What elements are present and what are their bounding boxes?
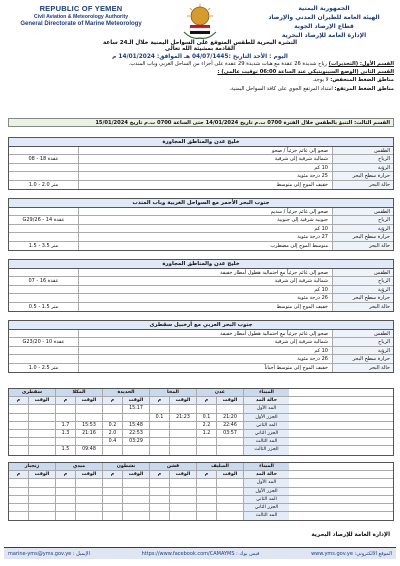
tide-level [150, 504, 170, 511]
tide-time [29, 430, 56, 437]
footer-department: الإدارة العامة للإرصاد البحرية [311, 532, 390, 538]
tide-level [150, 479, 170, 486]
warnings-text: رياح شديدة 26 عقدة مع هبات شديدة 29 عقدة على أجزاء من الساحل الغربي وباب المندب. [128, 61, 327, 67]
region-value: 1.0 - 2.5 متر [9, 364, 79, 372]
region-description: صحو إلى غائم جزئياً مع احتمالية هطول أمطار خفيفة [79, 269, 333, 276]
tide-state-label: الجزر الثاني [244, 504, 289, 511]
region-row-visibility [9, 286, 393, 294]
tide-level [197, 405, 217, 412]
tide-time [76, 504, 103, 511]
tide-level [103, 496, 123, 503]
tide-level [9, 430, 29, 437]
tide-level: 1.5 [56, 446, 76, 454]
tide-time [217, 512, 244, 520]
tide-level [56, 479, 76, 486]
region-label: حالة البحر [333, 242, 393, 250]
tide-state-label: المد الثاني [244, 496, 289, 503]
header-country: REPUBLIC OF YEMEN [39, 4, 123, 13]
region-row-temp [9, 233, 393, 241]
tide-time-header: الوقت [76, 397, 103, 404]
tide-time: 21:16 [76, 430, 103, 437]
tide-time [217, 438, 244, 445]
tide-level [9, 479, 29, 486]
header-authority: Civil Aviation & Meteorology Authority [33, 14, 129, 20]
tide-level: 1.7 [56, 422, 76, 429]
tide-subheader-row [9, 397, 393, 405]
tide-level [56, 488, 76, 495]
tide-time: 21:23 [170, 414, 197, 421]
tide-time-header: الوقت [170, 471, 197, 478]
tide-level [197, 512, 217, 520]
tide-level [103, 479, 123, 486]
tide-time [170, 446, 197, 454]
region-description: 27 درجة مئوية [79, 233, 333, 240]
tide-time [29, 488, 56, 495]
tide-level: 0.1 [150, 414, 170, 421]
tide-time [76, 479, 103, 486]
tide-state-label: المد الثالث [244, 512, 289, 520]
tide-time [76, 414, 103, 421]
tide-level: 0.1 [197, 414, 217, 421]
tide-port-name: زنجبار [9, 463, 56, 470]
tide-state-label: الجزر الثاني [244, 430, 289, 437]
region-value [9, 164, 79, 171]
tide-port-row [9, 389, 393, 397]
tide-port-row [9, 463, 393, 471]
tide-port-header: الميناء [244, 463, 289, 470]
high-pressure-label: مناطق الضغط المرتفع: [334, 85, 394, 92]
tide-level [150, 446, 170, 454]
footer-website[interactable]: الموقع الالكتروني: www.yms.gov.ye [311, 550, 392, 557]
tide-level [150, 430, 170, 437]
tide-level [197, 446, 217, 454]
high-pressure-text: امتداد المرتفع الجوي على كافة السواحل اليمنية. [229, 85, 333, 92]
tide-level: 1.2 [197, 430, 217, 437]
tide-time: 22:46 [217, 422, 244, 429]
tide-time [123, 479, 150, 486]
header-ar-sector: قطاع الإرصاد الجوية [294, 23, 354, 30]
region-label: حرارة سطح البحر [333, 294, 393, 301]
region-value [9, 347, 79, 354]
low-pressure-line [8, 76, 394, 84]
tide-port-name: سقطرى [9, 389, 56, 396]
region-table [8, 198, 394, 251]
tide-time [217, 496, 244, 503]
footer-facebook[interactable] [142, 551, 260, 557]
tide-level [150, 488, 170, 495]
tide-time [76, 512, 103, 520]
tide-row [9, 438, 393, 446]
region-value: 0.5 - 1.5 متر [9, 303, 79, 311]
region-value [9, 355, 79, 362]
tide-time [76, 405, 103, 412]
tide-time-header: الوقت [123, 471, 150, 478]
tide-level [150, 512, 170, 520]
footer-email[interactable] [8, 551, 90, 557]
region-value: 1.5 - 3.5 متر [9, 242, 79, 250]
region-label: الرؤية [333, 164, 393, 171]
tide-row [9, 504, 393, 512]
tide-time [123, 496, 150, 503]
footer-facebook-value[interactable]: https://www.facebook.com/CAMAYMS [141, 550, 235, 557]
tide-level [150, 496, 170, 503]
region-label: الرياح [333, 216, 393, 223]
tide-time [170, 479, 197, 486]
tide-level [150, 438, 170, 445]
region-row-weather [9, 208, 393, 216]
tide-time: 15:53 [76, 422, 103, 429]
tide-level [9, 438, 29, 445]
tide-port-name: قشن [150, 463, 197, 470]
header-ar-directorate: الإدارة العامة للإرصاد البحرية [281, 32, 367, 39]
tide-time [170, 496, 197, 503]
tide-level: 2.2 [197, 422, 217, 429]
footer-facebook-label: فيس بوك : [236, 550, 260, 557]
tide-time: 03:57 [217, 430, 244, 437]
region-table [8, 137, 394, 190]
region-row-weather [9, 147, 393, 155]
tide-time [170, 488, 197, 495]
header-ar-authority: الهيئة العامة للطيران المدني والإرصاد [268, 14, 380, 21]
tide-time [29, 405, 56, 412]
region-label: الرياح [333, 338, 393, 345]
region-label: حرارة سطح البحر [333, 172, 393, 179]
tide-table-2 [8, 462, 394, 521]
region-description: صحو إلى غائم جزئياً / سديم [79, 208, 333, 215]
region-description: خفيف الموج إلى متوسط [79, 303, 333, 311]
yemen-emblem-logo [178, 2, 222, 42]
tide-level [56, 405, 76, 412]
tide-time [29, 512, 56, 520]
tide-time [123, 504, 150, 511]
tide-time [170, 504, 197, 511]
tide-level-header: م [56, 397, 76, 404]
region-description: 25 درجة مئوية [79, 172, 333, 179]
tide-time [170, 512, 197, 520]
tide-time [76, 496, 103, 503]
region-label: الرؤية [333, 225, 393, 232]
region-description: جنوبية شرقية إلى جنوبية [79, 216, 333, 223]
tide-level-header: م [9, 397, 29, 404]
bulletin-title [100, 40, 300, 60]
tide-time [123, 488, 150, 495]
tide-level: 1.3 [56, 430, 76, 437]
tide-level [103, 446, 123, 454]
region-row-visibility [9, 225, 393, 233]
region-row-temp [9, 355, 393, 363]
tide-time-header: الوقت [217, 397, 244, 404]
tide-row [9, 496, 393, 504]
tide-level [197, 496, 217, 503]
tide-level [197, 479, 217, 486]
tide-time [29, 422, 56, 429]
tide-level [197, 488, 217, 495]
region-row-sea [9, 364, 393, 372]
tide-level [9, 405, 29, 412]
region-row-wind [9, 338, 393, 346]
region-table [8, 320, 394, 373]
tide-level-header: م [56, 471, 76, 478]
region-value [9, 172, 79, 179]
title-line: النشرة البحرية للطقس المتوقع على السواحل اليمنية خلال الـ24 ساعة القادمة بمشيئة الله تعالى [102, 40, 298, 52]
region-value [9, 294, 79, 301]
tide-level [197, 504, 217, 511]
tide-level [150, 422, 170, 429]
tide-row [9, 405, 393, 413]
region-row-temp [9, 172, 393, 180]
tide-time [217, 405, 244, 412]
tide-row [9, 479, 393, 487]
region-description: 26 درجة مئوية [79, 294, 333, 301]
region-label: الرؤية [333, 286, 393, 293]
tide-level [9, 414, 29, 421]
tide-state-label: المد الثالث [244, 438, 289, 445]
warnings-line [8, 60, 394, 68]
region-label: حرارة سطح البحر [333, 233, 393, 240]
region-description: 10 كم [79, 164, 333, 171]
region-name: جنوب البحر الأحمر مع السواحل الغربية وباب المندب [9, 199, 393, 208]
tide-time: 21:20 [217, 414, 244, 421]
tide-time [29, 438, 56, 445]
tide-level [9, 422, 29, 429]
tide-row [9, 422, 393, 430]
region-description: شمالية شرقية إلى شرقية [79, 338, 333, 345]
tide-level-header: م [150, 471, 170, 478]
date-line: اليوم : الأحد التاريخ :04/07/1445 هـ الموافق: 14/01/2024 م [112, 54, 288, 60]
region-description: خفيف الموج إلى متوسط أحياناً [79, 364, 333, 372]
region-value: 08 - 18 عقدة [9, 155, 79, 162]
tide-level [103, 405, 123, 412]
tide-state-header: حالة المد [244, 471, 289, 478]
tide-time-header: الوقت [123, 397, 150, 404]
region-label: الرياح [333, 277, 393, 284]
tide-level [103, 488, 123, 495]
region-description: شمالية شرقية إلى شرقية [79, 277, 333, 284]
synoptic-label: القسم الثاني (الوضع السينوبتيكي عند الساعة 06:00 توقيت عالمي) : [217, 69, 394, 76]
tide-level [56, 504, 76, 511]
tide-state-label: الجزر الأول [244, 414, 289, 421]
tide-state-header: حالة المد [244, 397, 289, 404]
header-directorate: General Directorate of Marine Meteorology [20, 21, 142, 27]
region-value: 07 - 16 عقدة [9, 277, 79, 284]
tide-level [103, 414, 123, 421]
low-pressure-label: مناطق الضغط المنخفض: [330, 77, 394, 84]
tide-state-label: الجزر الثالث [244, 446, 289, 454]
region-description: 10 كم [79, 225, 333, 232]
tide-time [29, 504, 56, 511]
region-row-weather [9, 330, 393, 338]
region-row-wind [9, 155, 393, 163]
tide-time: 15:48 [123, 422, 150, 429]
intro-section [8, 60, 394, 93]
region-label: حالة البحر [333, 181, 393, 189]
tide-time-header: الوقت [29, 471, 56, 478]
tide-port-name: المكلا [56, 389, 103, 396]
tide-time: 03:29 [123, 438, 150, 445]
region-description: صحو إلى غائم جزئياً مع احتمالية هطول أمطار خفيفة [79, 330, 333, 337]
tide-time [217, 446, 244, 454]
tide-time [29, 496, 56, 503]
tide-row [9, 446, 393, 454]
low-pressure-text: لا يوجد. [312, 77, 329, 84]
region-value [9, 286, 79, 293]
region-row-wind [9, 277, 393, 285]
tide-time [217, 504, 244, 511]
tide-time [123, 512, 150, 520]
tide-level [56, 414, 76, 421]
region-name: جنوب البحر العربي مع أرخبيل سقطرى [9, 321, 393, 330]
region-value [9, 269, 79, 276]
tide-time-header: الوقت [170, 397, 197, 404]
tide-level [103, 504, 123, 511]
tide-port-name: الصليف [197, 463, 244, 470]
region-label: حرارة سطح البحر [333, 355, 393, 362]
region-description: صحو إلى غائم جزئياً / صحو [79, 147, 333, 154]
tide-level-header: م [197, 471, 217, 478]
tide-state-label: الجزر الأول [244, 488, 289, 495]
tide-port-header: الميناء [244, 389, 289, 396]
region-label: حالة البحر [333, 364, 393, 372]
region-description: 26 درجة مئوية [79, 355, 333, 362]
tide-port-name: ميدي [56, 463, 103, 470]
tide-time-header: الوقت [217, 471, 244, 478]
forecast-period-banner: القسم الثالث: التنبؤ بالطقس خلال الفترة 0700 ت.م تاريخ 14/01/2024 حتى الساعة 0700 ت.م تاريخ 15/01/2024 [8, 118, 394, 127]
region-value [9, 233, 79, 240]
region-description: شمالية شرقية إلى شرقية [79, 155, 333, 162]
region-description: خفيف الموج إلى متوسط [79, 181, 333, 189]
tide-port-name: نشطون [103, 463, 150, 470]
tide-row [9, 430, 393, 438]
tide-level-header: م [103, 471, 123, 478]
tide-time [29, 446, 56, 454]
region-value [9, 225, 79, 232]
region-label: الطقس [333, 208, 393, 215]
warnings-label: القسم الأول: (التحذيرات) [328, 61, 394, 67]
tide-level-header: م [9, 471, 29, 478]
region-table [8, 259, 394, 312]
tide-row [9, 414, 393, 422]
tide-time [217, 479, 244, 486]
tide-time [170, 422, 197, 429]
tide-state-label: المد الأول [244, 479, 289, 486]
tide-port-name: الحديدة [103, 389, 150, 396]
region-label: الرؤية [333, 347, 393, 354]
region-label: الطقس [333, 147, 393, 154]
region-description: متوسط الموج إلى مضطرب [79, 242, 333, 250]
region-value: G23/20 - 10 عقدة [9, 338, 79, 345]
tide-level-header: م [150, 397, 170, 404]
region-name: خليج عدن والمناطق المجاورة [9, 260, 393, 269]
region-row-temp [9, 294, 393, 302]
region-value [9, 147, 79, 154]
header-arabic [254, 4, 394, 40]
tide-row [9, 488, 393, 496]
high-pressure-line [8, 85, 394, 93]
tide-time [76, 438, 103, 445]
tide-time: 09:48 [76, 446, 103, 454]
tide-level [9, 512, 29, 520]
region-value [9, 330, 79, 337]
region-row-weather [9, 269, 393, 277]
tide-row [9, 512, 393, 520]
header-ar-country: الجمهورية اليمنية [298, 5, 350, 12]
tide-time [170, 405, 197, 412]
tide-time [29, 479, 56, 486]
tide-time: 22:53 [123, 430, 150, 437]
tide-level: 0.4 [103, 438, 123, 445]
footer-email-label: : الإيميل [72, 550, 90, 557]
tide-time [29, 414, 56, 421]
region-label: حالة البحر [333, 303, 393, 311]
tide-time [76, 488, 103, 495]
tide-level [150, 405, 170, 412]
tide-port-name: عدن [197, 389, 244, 396]
tide-time-header: الوقت [76, 471, 103, 478]
tide-level-header: م [103, 397, 123, 404]
tide-time [217, 488, 244, 495]
tide-level [9, 488, 29, 495]
region-label: الطقس [333, 269, 393, 276]
tide-level [56, 496, 76, 503]
tide-time [123, 414, 150, 421]
tide-level [9, 496, 29, 503]
region-description: 10 كم [79, 286, 333, 293]
region-value: 1.0 - 2.0 متر [9, 181, 79, 189]
tide-level [56, 512, 76, 520]
tide-time [123, 446, 150, 454]
tide-level [9, 504, 29, 511]
tide-level: 0.2 [103, 422, 123, 429]
tide-table-1 [8, 388, 394, 456]
header-english [6, 4, 156, 27]
region-row-visibility [9, 347, 393, 355]
region-value: G29/26 - 14 عقدة [9, 216, 79, 223]
tide-port-name: المخا [150, 389, 197, 396]
tide-level [197, 438, 217, 445]
footer-email-value[interactable]: marine-yms@yms.gov.ye [8, 550, 72, 557]
tide-level [103, 512, 123, 520]
synoptic-line [8, 68, 394, 76]
region-description: 10 كم [79, 347, 333, 354]
tide-level [9, 446, 29, 454]
footer-bar [4, 547, 396, 559]
tide-level-header: م [197, 397, 217, 404]
region-row-visibility [9, 164, 393, 172]
region-row-wind [9, 216, 393, 224]
region-row-sea [9, 303, 393, 311]
tide-time: 15:17 [123, 405, 150, 412]
region-label: الطقس [333, 330, 393, 337]
region-row-sea [9, 242, 393, 250]
region-name: خليج عدن والمناطق المجاورة [9, 138, 393, 147]
region-label: الرياح [333, 155, 393, 162]
tide-state-label: المد الأول [244, 405, 289, 412]
tide-state-label: المد الثاني [244, 422, 289, 429]
tide-time [170, 438, 197, 445]
tide-subheader-row [9, 471, 393, 479]
region-row-sea [9, 181, 393, 189]
tide-time [170, 430, 197, 437]
tide-level [56, 438, 76, 445]
tide-time-header: الوقت [29, 397, 56, 404]
tide-level: 2.0 [103, 430, 123, 437]
region-value [9, 208, 79, 215]
